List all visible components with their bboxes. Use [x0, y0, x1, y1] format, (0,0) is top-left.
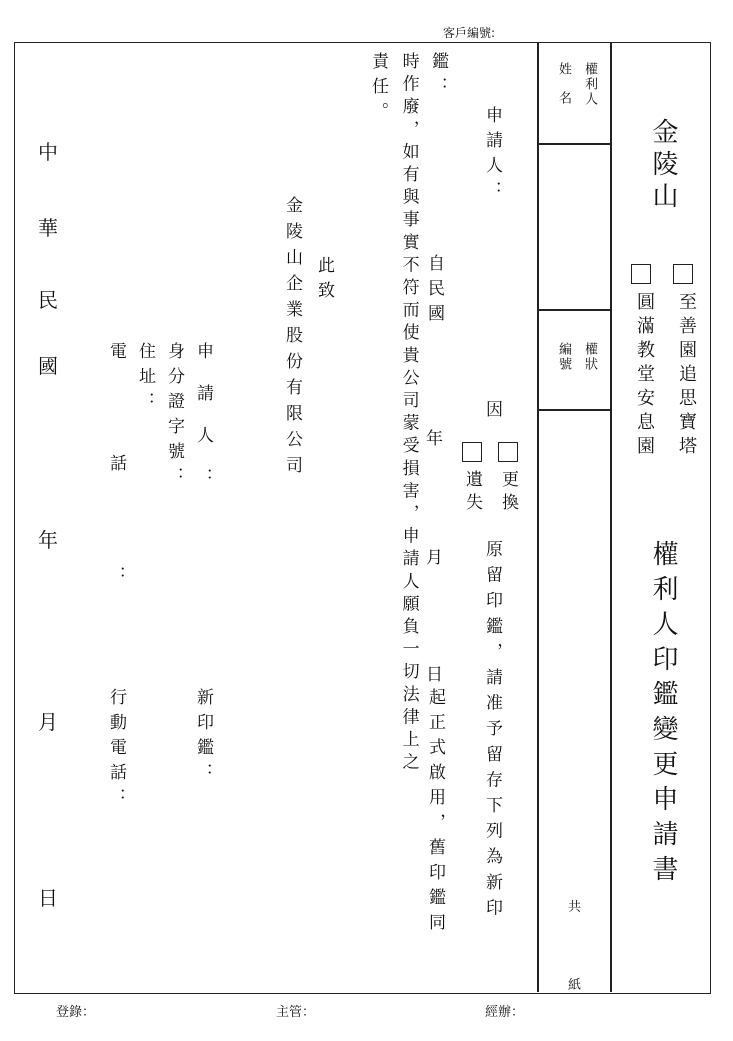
option-1-checkbox[interactable] — [673, 264, 693, 284]
date-col-4: 國 — [38, 354, 58, 378]
date-col-month: 月 — [38, 710, 58, 734]
divider-info-right — [610, 43, 612, 992]
request-text: 原留印鑑，請准予留存下列為新印 — [482, 540, 502, 924]
footer-handler: 經辦： — [485, 1005, 525, 1020]
reason-lost: 遺失 — [462, 470, 482, 516]
no-label: 編號 — [556, 342, 571, 372]
date-col-2: 華 — [38, 216, 58, 240]
address-label: 住址： — [135, 342, 155, 417]
mobile-label: 行動電話： — [106, 688, 126, 813]
divider-h3 — [538, 409, 610, 411]
holder-label: 權利人 — [582, 62, 597, 107]
divider-h2 — [538, 309, 610, 311]
id-label: 身分證字號： — [164, 342, 184, 492]
option-1-label: 至善園追思寶塔 — [676, 292, 697, 460]
footer-supervisor: 主管： — [276, 1005, 316, 1020]
date-day: 日 — [426, 665, 443, 685]
footer-register: 登錄： — [56, 1005, 96, 1020]
sheets-label: 紙 — [568, 978, 582, 993]
new-seal-label: 新印鑑： — [193, 688, 213, 788]
date-from: 自民國 — [424, 254, 444, 329]
option-2-checkbox[interactable] — [631, 264, 651, 284]
form-title: 權利人印鑑變更申請書 — [648, 540, 678, 890]
reason-prefix: 因 — [482, 400, 502, 417]
date-col-year: 年 — [38, 528, 58, 552]
date-col-day: 日 — [38, 886, 58, 910]
to-line: 此致 — [314, 256, 334, 306]
clause-end: 責任。 — [368, 52, 388, 127]
company-name: 金陵山 — [648, 118, 678, 214]
seal-line: 鑑： — [428, 52, 448, 102]
clause-text: 時作廢，如有與事實不符而使貴公司蒙受損害，申請人願負一切法律上之 — [398, 52, 419, 776]
date-rest: 起正式啟用，舊印鑑同 — [425, 688, 445, 938]
change-checkbox[interactable] — [498, 442, 518, 462]
date-month: 月 — [426, 548, 443, 568]
divider-h1 — [538, 143, 610, 145]
company-full: 金陵山企業股份有限公司 — [282, 196, 302, 482]
divider-info-left — [537, 43, 539, 992]
applicant-label: 申請人： — [193, 342, 213, 510]
date-col-1: 中 — [38, 140, 58, 164]
total-label: 共 — [568, 900, 582, 915]
lost-checkbox[interactable] — [462, 442, 482, 462]
date-col-3: 民 — [38, 288, 58, 312]
customer-number-label: 客戶編號: — [443, 26, 496, 40]
name-label: 姓名 — [556, 62, 571, 120]
applicant-top: 申請人： — [482, 106, 502, 206]
reason-change: 更換 — [498, 470, 518, 516]
date-year: 年 — [426, 429, 443, 449]
phone-label: 電話： — [106, 342, 126, 678]
option-2-label: 圓滿教堂安息園 — [634, 292, 655, 460]
cert-label: 權狀 — [582, 342, 597, 372]
